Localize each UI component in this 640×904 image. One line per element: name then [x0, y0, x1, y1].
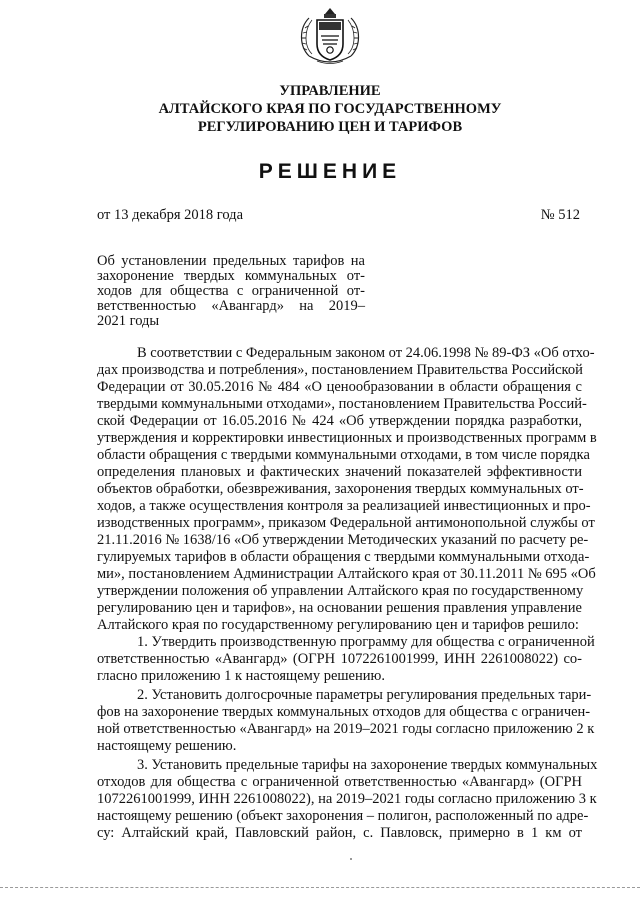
body-line: В соответствии с Федеральным законом от 24.06.1998 № 89-ФЗ «Об отхо-: [137, 345, 595, 361]
subject-line: захоронение твердых коммунальных от-: [97, 268, 365, 284]
body-line: отходов для общества с ограниченной ответственностью «Авангард» (ОГРН: [97, 774, 582, 790]
body-paragraph-3: [97, 687, 595, 755]
subject-line: ветственностью «Авангард» на 2019–: [97, 298, 365, 314]
body-paragraph-2: [97, 634, 595, 685]
authority-line-1: УПРАВЛЕНИЕ: [279, 83, 381, 99]
body-line: области обращения с твердыми коммунальными отходами, в том числе порядка: [97, 447, 590, 463]
body-line: 21.11.2016 № 1638/16 «Об утверждении Методических указаний по расчету ре-: [97, 532, 589, 548]
body-line: регулированию цен и тарифов», на основании решения правления управление: [97, 600, 582, 616]
body-line: Федерации от 30.05.2016 № 484 «О ценообразовании в области обращения с: [97, 379, 582, 395]
body-line: определения плановых и фактических значений показателей эффективности: [97, 464, 582, 480]
body-line: 2. Установить долгосрочные параметры регулирования предельных тари-: [137, 687, 592, 703]
body-line: дах производства и потребления», постановлением Правительства Российской: [97, 362, 583, 378]
body-line: 1. Утвердить производственную программу для общества с ограниченной: [137, 634, 595, 650]
body-line: настоящему решению (объект захоронения – полигон, расположенный по адре-: [97, 808, 589, 824]
body-line: гулируемых тарифов в области обращения с твердыми коммунальными отхода-: [97, 549, 590, 565]
subject-line: 2021 годы: [97, 313, 160, 329]
body-paragraph-4: [97, 757, 598, 842]
body-line: фов на захоронение твердых коммунальных отходов для общества с ограничен-: [97, 704, 591, 720]
body-line: су: Алтайский край, Павловский район, с. Павловск, примерно в 1 км от: [97, 825, 582, 841]
subject-line: ходов для общества с ограниченной от-: [97, 283, 365, 299]
body-line: Алтайского края по государственному регулированию цен и тарифов решило:: [97, 617, 579, 633]
document-type-title: РЕШЕНИЕ: [258, 160, 402, 183]
subject-line: Об установлении предельных тарифов на: [97, 253, 365, 269]
authority-line-2: АЛТАЙСКОГО КРАЯ ПО ГОСУДАРСТВЕННОМУ: [158, 101, 502, 117]
body-line: 1072261001999, ИНН 2261008022), на 2019–2021 годы согласно приложению 3 к: [97, 791, 597, 807]
body-line: настоящему решению.: [97, 738, 237, 754]
document-subject: [97, 254, 365, 329]
body-line: гласно приложению 1 к настоящему решению.: [97, 668, 385, 684]
issuing-authority: [130, 82, 530, 136]
document-body: [97, 345, 598, 842]
body-line: ответственностью «Авангард» (ОГРН 1072261001999, ИНН 2261008022) со-: [97, 651, 582, 667]
page-bottom-edge: [0, 887, 640, 888]
authority-line-3: РЕГУЛИРОВАНИЮ ЦЕН И ТАРИФОВ: [197, 119, 463, 135]
document-number: № 512: [540, 207, 580, 223]
body-line: 3. Установить предельные тарифы на захоронение твердых коммунальных: [137, 757, 598, 773]
body-line: ми», постановлением Администрации Алтайского края от 30.11.2011 № 695 «Об: [97, 566, 596, 582]
document-date: от 13 декабря 2018 года: [97, 207, 243, 223]
body-line: твердыми коммунальными отходами», постановлением Правительства Россий-: [97, 396, 587, 412]
body-paragraph-1: [97, 345, 597, 634]
scan-speck: [350, 858, 352, 860]
body-line: ной ответственностью «Авангард» на 2019–2021 годы согласно приложению 2 к: [97, 721, 595, 737]
body-line: ской Федерации от 16.05.2016 № 424 «Об утверждении порядка разработки,: [97, 413, 582, 429]
body-line: объектов обработки, обезвреживания, захоронения твердых коммунальных от-: [97, 481, 584, 497]
body-line: изводственных программ», приказом Федеральной антимонопольной службы от: [97, 515, 595, 531]
coat-of-arms-emblem: [295, 6, 365, 72]
body-line: утверждении положения об управлении Алтайского края по государственному: [97, 583, 584, 599]
body-line: утверждения и корректировки инвестиционных и производственных программ в: [97, 430, 597, 446]
body-line: ходов, а также осуществления контроля за реализацией инвестиционных и про-: [97, 498, 591, 514]
